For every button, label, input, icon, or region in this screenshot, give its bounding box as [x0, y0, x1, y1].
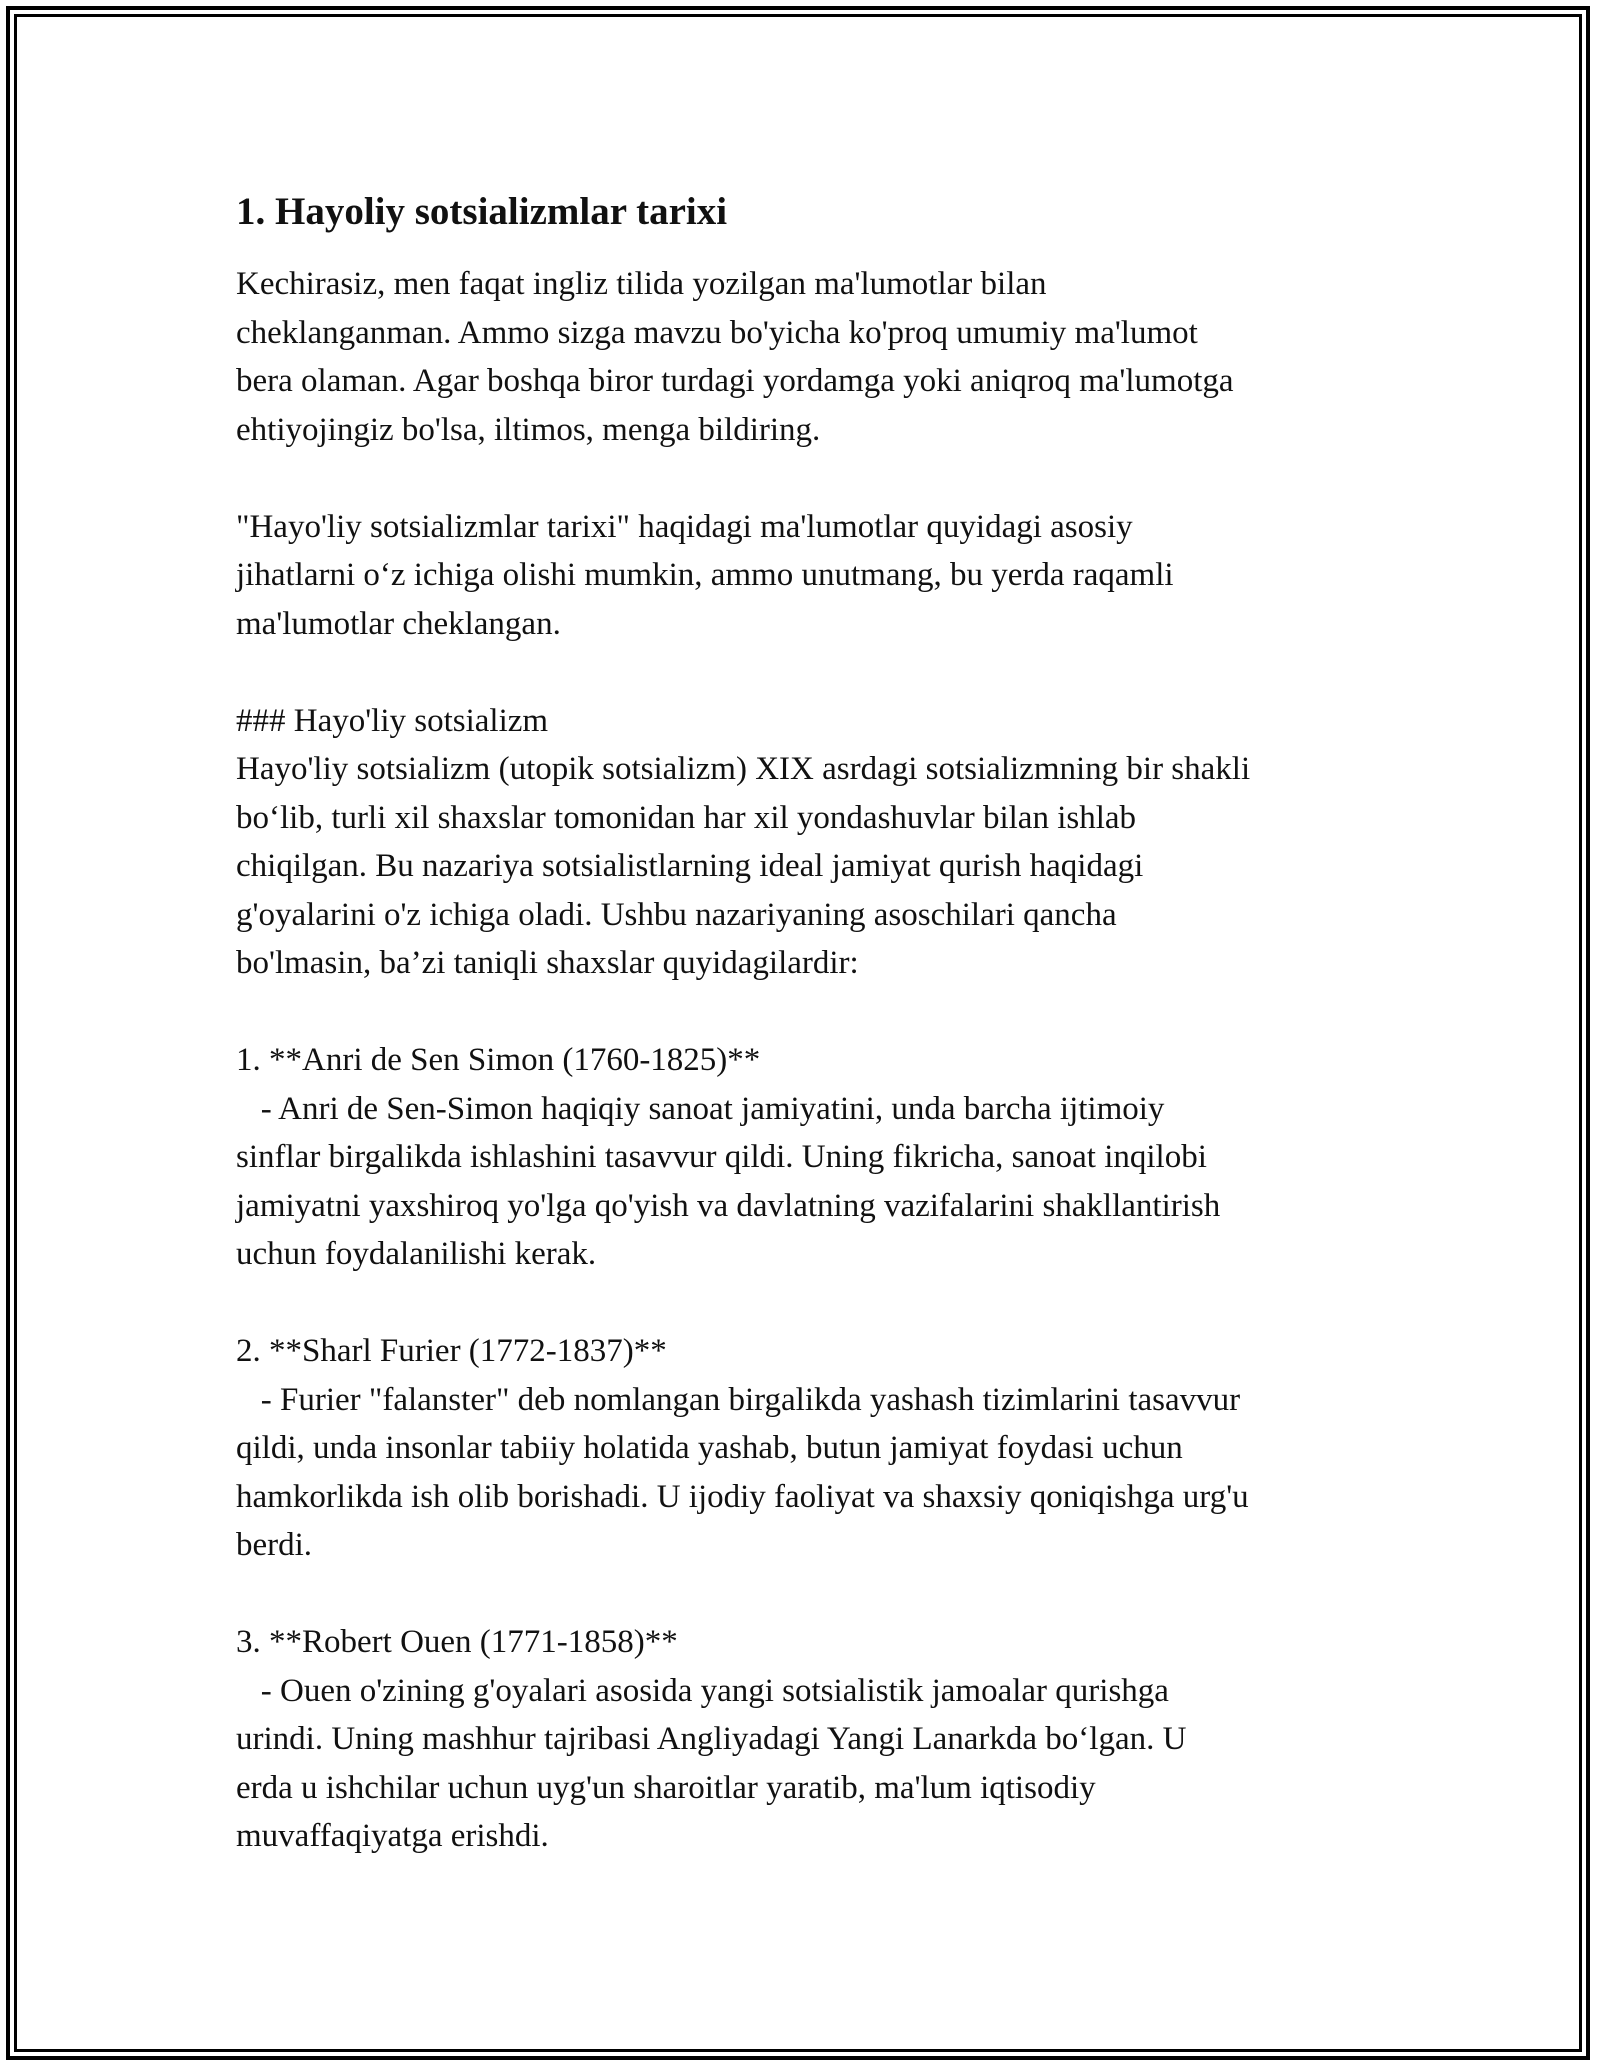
intro-line: ehtiyojingiz bo'lsa, iltimos, menga bildiring. [236, 411, 821, 448]
section-heading: ### Hayo'liy sotsializm [236, 702, 549, 739]
section-line: g'oyalarini o'z ichiga oladi. Ushbu nazariyaning asoschilari qancha [236, 896, 1117, 933]
list-item-line: uchun foydalanilishi kerak. [236, 1236, 597, 1272]
list-item [236, 1618, 1376, 1861]
section-line: Hayo'liy sotsializm (utopik sotsializm) XIX asrdagi sotsializmning bir shakli [236, 751, 1251, 787]
list-item-heading: 1. **Anri de Sen Simon (1760-1825)** [236, 1042, 761, 1078]
list-item-line: jamiyatni yaxshiroq yo'lga qo'yish va davlatning vazifalarini shakllantirish [236, 1187, 1221, 1224]
list-item-heading: 3. **Robert Ouen (1771-1858)** [236, 1624, 678, 1660]
paragraph-gap [236, 1279, 1376, 1328]
list-item-line: muvaffaqiyatga erishdi. [236, 1818, 549, 1854]
section-line: bo‘lib, turli xil shaxslar tomonidan har xil yondashuvlar bilan ishlab [236, 799, 1137, 836]
intro-line: Kechirasiz, men faqat ingliz tilida yozilgan ma'lumotlar bilan [236, 266, 1047, 302]
paragraph-gap [236, 988, 1376, 1037]
list-item-line: erda u ishchilar uchun uyg'un sharoitlar yaratib, ma'lum iqtisodiy [236, 1769, 1096, 1806]
section-line: bo'lmasin, ba’zi taniqli shaxslar quyidagilardir: [236, 945, 859, 981]
overview-line: "Hayo'liy sotsializmlar tarixi" haqidagi ma'lumotlar quyidagi asosiy [236, 508, 1133, 545]
paragraph-gap [236, 1570, 1376, 1619]
list-item-line: - Anri de Sen-Simon haqiqiy sanoat jamiyatini, unda barcha ijtimoiy [236, 1090, 1165, 1127]
document-body [236, 184, 1376, 1861]
intro-paragraph [236, 260, 1376, 454]
section-paragraph [236, 697, 1376, 988]
list-item [236, 1036, 1376, 1279]
list-item-line: - Furier "falanster" deb nomlangan birgalikda yashash tizimlarini tasavvur [236, 1381, 1241, 1418]
list-item-line: qildi, unda insonlar tabiiy holatida yashab, butun jamiyat foydasi uchun [236, 1430, 1183, 1466]
list-item-line: - Ouen o'zining g'oyalari asosida yangi sotsialistik jamoalar qurishga [236, 1672, 1169, 1709]
paragraph-gap [236, 454, 1376, 503]
list-item-line: sinflar birgalikda ishlashini tasavvur qildi. Uning fikricha, sanoat inqilobi [236, 1139, 1207, 1175]
paragraph-gap [236, 648, 1376, 697]
section-line: chiqilgan. Bu nazariya sotsialistlarning ideal jamiyat qurish haqidagi [236, 848, 1144, 884]
list-item-line: urindi. Uning mashhur tajribasi Angliyadagi Yangi Lanarkda bo‘lgan. U [236, 1721, 1187, 1757]
list-item [236, 1327, 1376, 1570]
intro-line: cheklanganman. Ammo sizga mavzu bo'yicha ko'proq umumiy ma'lumot [236, 314, 1198, 351]
list-item-line: hamkorlikda ish olib borishadi. U ijodiy faoliyat va shaxsiy qoniqishga urg'u [236, 1478, 1249, 1515]
list-item-heading: 2. **Sharl Furier (1772-1837)** [236, 1333, 667, 1369]
list-item-line: berdi. [236, 1527, 313, 1563]
intro-line: bera olaman. Agar boshqa biror turdagi yordamga yoki aniqroq ma'lumotga [236, 363, 1234, 399]
overview-line: jihatlarni o‘z ichiga olishi mumkin, ammo unutmang, bu yerda raqamli [236, 557, 1174, 593]
document-title: 1. Hayoliy sotsializmlar tarixi [236, 190, 728, 233]
overview-line: ma'lumotlar cheklangan. [236, 605, 561, 642]
overview-paragraph [236, 503, 1376, 649]
